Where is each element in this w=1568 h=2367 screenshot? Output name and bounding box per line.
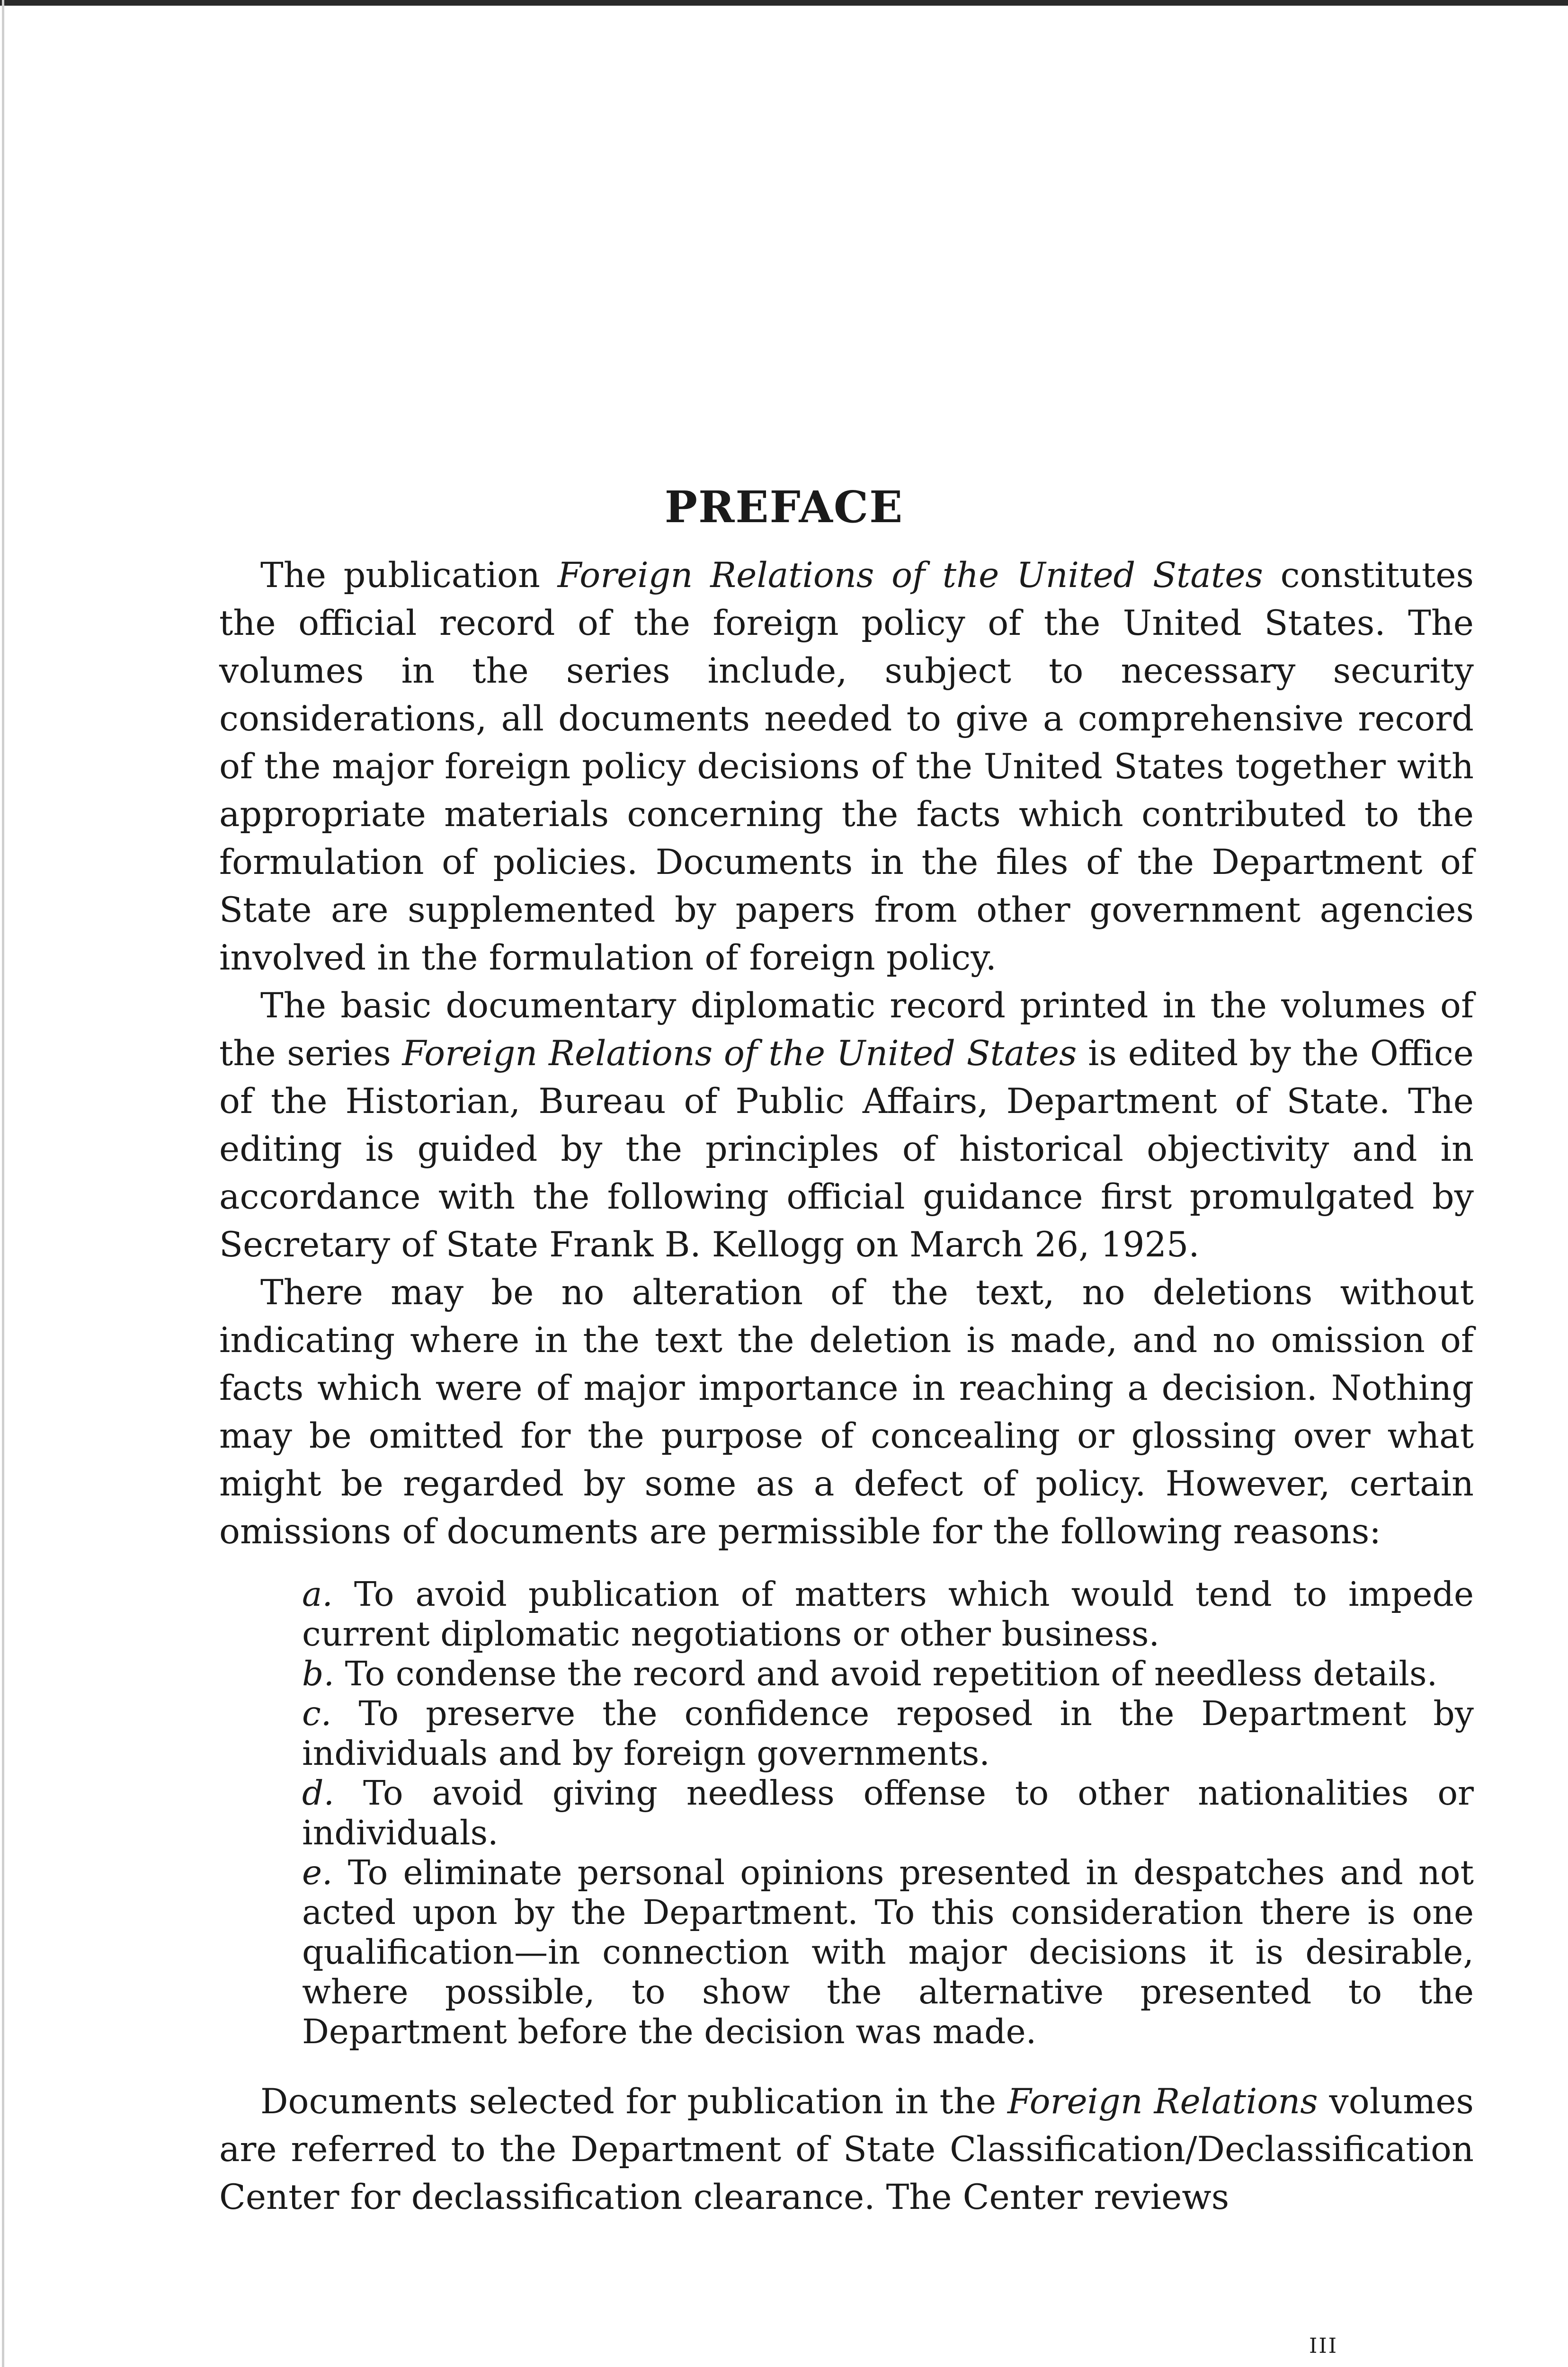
reason-letter: e. [302, 1853, 333, 1892]
list-item [302, 1773, 1474, 1853]
paragraph-text: constitutes the official record of the foreign policy of the United States. The volumes in the series include, subject to necessary security considerations, all documents needed to give a comprehensive record of the major foreign policy decisions of the United States together with appropriate materials concerning the facts which contributed to the formulation of policies. Documents in the files of the Department of State are supplemented by papers from other government agencies involved in the formulation of foreign policy. [219, 555, 1474, 978]
paragraph-publication [219, 552, 1474, 982]
list-item [302, 1575, 1474, 1654]
paragraph-text: The basic documentary diplomatic record printed in the volumes of the series [219, 986, 1474, 1074]
reason-letter: a. [302, 1575, 333, 1614]
page-title: PREFACE [664, 481, 904, 533]
series-title-italic: Foreign Relations of the United States [557, 555, 1263, 596]
reason-text: To avoid publication of matters which would tend to impede current diplomatic negotiations or other business. [302, 1575, 1474, 1654]
list-item [302, 1654, 1474, 1694]
reason-text: To preserve the confidence reposed in the Department by individuals and by foreign governments. [302, 1694, 1474, 1773]
reason-letter: b. [302, 1654, 335, 1693]
paragraph-declassification [219, 2078, 1474, 2221]
paragraph-guidance: There may be no alteration of the text, no deletions without indicating where in the text the deletion is made, and no omission of facts which were of major importance in reaching a decision. Nothing may be omitted for the purpose of concealing or glossing over what might be regarded by some as a defect of policy. However, certain omissions of documents are permissible for the following reasons: [219, 1272, 1474, 1552]
series-title-italic: Foreign Relations of the United States [402, 1033, 1077, 1074]
list-item [302, 1694, 1474, 1773]
reason-letter: d. [302, 1773, 335, 1813]
list-item [302, 1853, 1474, 2052]
paragraph-text: Documents selected for publication in the [260, 2082, 1007, 2122]
paragraph-text: is edited by the Office of the Historian, Bureau of Public Affairs, Department of State. The editing is guided by the principles of historical objectivity and in accordance with the following official guidance first promulgated by Secretary of State Frank B. Kellogg on March 26, 1925. [219, 1033, 1474, 1265]
paragraph-text: The publication [260, 555, 558, 596]
reason-letter: c. [302, 1694, 332, 1733]
left-page-edge [2, 0, 4, 2367]
reasons-list [219, 1575, 1474, 2052]
reason-text: To avoid giving needless offense to other nationalities or individuals. [302, 1773, 1474, 1852]
page-number: III [1309, 2334, 1338, 2358]
reason-text: To eliminate personal opinions presented in despatches and not acted upon by the Department. To this consideration there is one qualification—in connection with major decisions it is desirable, where possible, to show the alternative presented to the Department before the decision was made. [302, 1853, 1474, 2051]
reason-text: To condense the record and avoid repetition of needless details. [334, 1654, 1438, 1693]
preface-body [219, 552, 1474, 2221]
paragraph-editing [219, 982, 1474, 1269]
series-title-italic: Foreign Relations [1007, 2082, 1318, 2122]
paragraph-text: volumes are referred to the Department of State Classification/Declassification Center for declassification clearance. The Center reviews [219, 2082, 1474, 2217]
top-border-rule [0, 0, 1568, 6]
